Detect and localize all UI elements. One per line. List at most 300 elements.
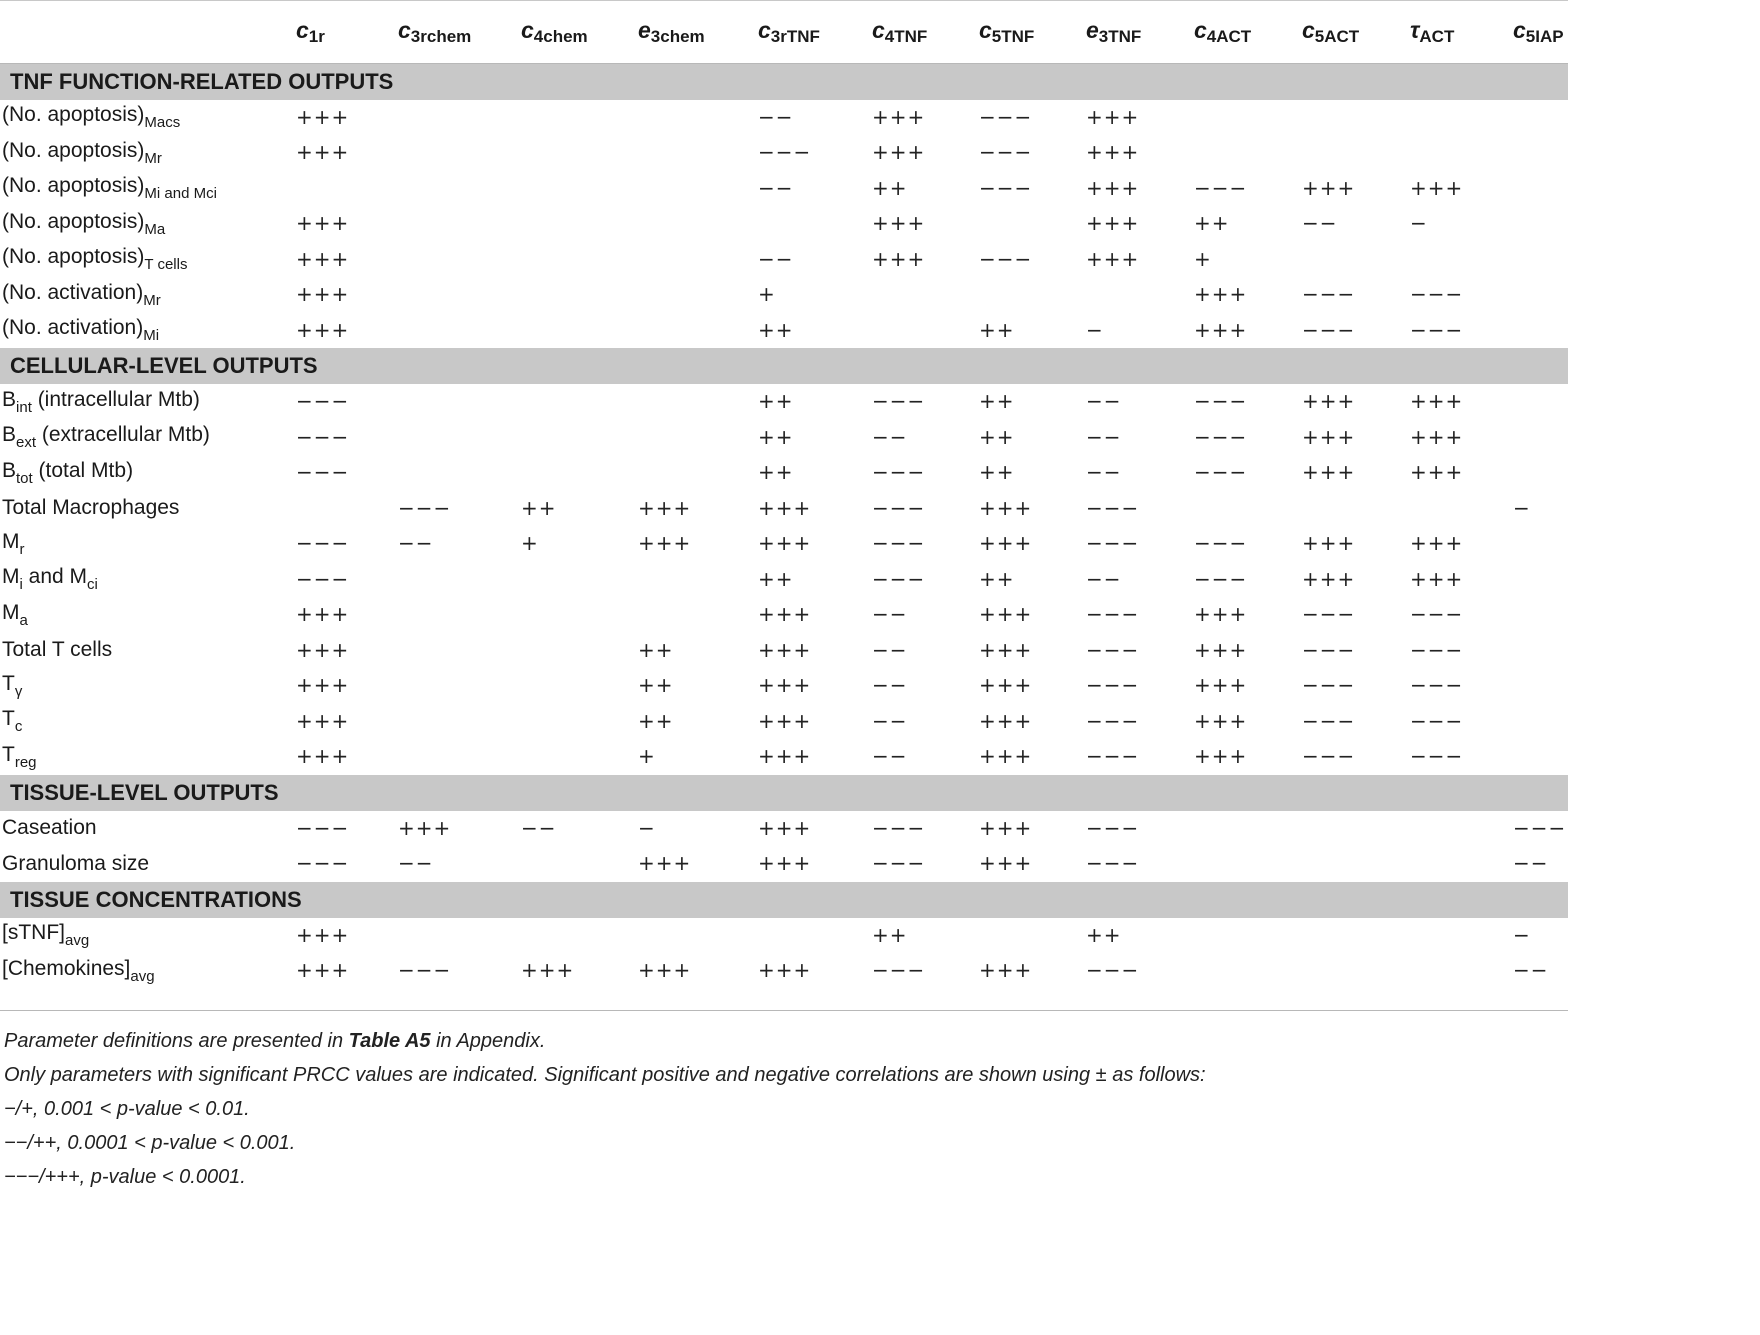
section-header-row: [0, 882, 1568, 918]
column-header: $c_{5IAP}$: [1513, 17, 1564, 46]
table-row: [0, 135, 1568, 171]
cell-value: −−−: [1086, 708, 1140, 733]
cell-value: [638, 206, 758, 242]
cell-value: [521, 633, 638, 669]
cell-value: [1513, 100, 1568, 136]
cell-value: ++: [979, 566, 1015, 591]
cell-value: [638, 597, 758, 633]
cell-value: −−−: [1194, 460, 1248, 485]
cell-value: −: [1513, 495, 1531, 520]
cell-value: [521, 704, 638, 740]
cell-value: [521, 242, 638, 278]
cell-value: +++: [1410, 175, 1464, 200]
cell-value: [1194, 846, 1302, 882]
table-row: [0, 313, 1568, 349]
cell-value: [638, 135, 758, 171]
cell-value: +++: [296, 602, 350, 627]
cell-value: ++: [521, 495, 557, 520]
cell-value: +++: [296, 673, 350, 698]
cell-value: [398, 918, 521, 954]
cell-value: +++: [1302, 424, 1356, 449]
cell-value: ++: [1086, 922, 1122, 947]
cell-value: −−−: [979, 104, 1033, 129]
cell-value: −−−: [1410, 317, 1464, 342]
cell-value: +++: [1194, 744, 1248, 769]
cell-value: +++: [638, 531, 692, 556]
cell-value: +++: [638, 851, 692, 876]
cell-value: −−−: [1086, 495, 1140, 520]
cell-value: −−−: [1410, 602, 1464, 627]
cell-value: +++: [296, 282, 350, 307]
row-label: (No. $activation)_{Mr}$: [2, 280, 161, 309]
footnote-4: −−/++, 0.0001 < p-value < 0.001.: [4, 1132, 296, 1154]
footnote-3: −/+, 0.001 < p-value < 0.01.: [4, 1098, 250, 1120]
cell-value: −−−: [1194, 389, 1248, 414]
cell-value: +++: [1086, 211, 1140, 236]
cell-value: −−−: [1086, 958, 1140, 983]
cell-value: [521, 846, 638, 882]
cell-value: +++: [638, 495, 692, 520]
row-label: Total Macrophages: [2, 496, 180, 520]
cell-value: −−: [872, 673, 908, 698]
cell-value: −−−: [1086, 851, 1140, 876]
cell-value: −−−: [1302, 708, 1356, 733]
cell-value: −−: [758, 246, 794, 271]
table-row: [0, 526, 1568, 562]
table-bottom-rule: [0, 1010, 1568, 1011]
cell-value: [1194, 491, 1302, 527]
cell-value: [1513, 420, 1568, 456]
cell-value: +++: [1194, 708, 1248, 733]
row-label: $B_{ext}$ (extracellular Mtb): [2, 423, 210, 452]
cell-value: +++: [1302, 531, 1356, 556]
cell-value: [638, 420, 758, 456]
cell-value: +++: [296, 958, 350, 983]
cell-value: [638, 313, 758, 349]
cell-value: −−: [872, 424, 908, 449]
cell-value: +++: [979, 744, 1033, 769]
row-label: Caseation: [2, 816, 97, 840]
cell-value: [979, 277, 1086, 313]
table-row: [0, 277, 1568, 313]
cell-value: [1513, 739, 1568, 775]
cell-value: [638, 455, 758, 491]
cell-value: −−−: [1194, 175, 1248, 200]
cell-value: [398, 242, 521, 278]
cell-value: +++: [979, 815, 1033, 840]
row-label: Total T cells: [2, 638, 113, 662]
cell-value: −−−: [296, 424, 350, 449]
cell-value: [398, 455, 521, 491]
cell-value: −−−: [296, 815, 350, 840]
cell-value: [398, 704, 521, 740]
cell-value: [758, 918, 872, 954]
cell-value: ++: [872, 175, 908, 200]
cell-value: +++: [758, 708, 812, 733]
cell-value: [521, 277, 638, 313]
cell-value: +++: [979, 958, 1033, 983]
cell-value: +++: [758, 851, 812, 876]
cell-value: −−−: [1302, 744, 1356, 769]
cell-value: +++: [1194, 317, 1248, 342]
cell-value: +++: [1302, 175, 1356, 200]
cell-value: +: [1194, 246, 1212, 271]
cell-value: −−: [1513, 851, 1549, 876]
cell-value: +++: [1194, 637, 1248, 662]
cell-value: +++: [1194, 282, 1248, 307]
table-row: [0, 242, 1568, 278]
column-header-row: [0, 1, 1568, 64]
cell-value: −−−: [1086, 602, 1140, 627]
cell-value: −−: [398, 531, 434, 556]
cell-value: [521, 562, 638, 598]
cell-value: +: [758, 282, 776, 307]
cell-value: [521, 171, 638, 207]
cell-value: +++: [296, 317, 350, 342]
cell-value: [638, 384, 758, 420]
table-row: [0, 668, 1568, 704]
cell-value: −−−: [1086, 744, 1140, 769]
cell-value: +++: [979, 708, 1033, 733]
cell-value: +++: [398, 815, 452, 840]
cell-value: [638, 562, 758, 598]
cell-value: [521, 597, 638, 633]
table-row: [0, 491, 1568, 527]
cell-value: +++: [1302, 389, 1356, 414]
cell-value: +++: [1086, 104, 1140, 129]
table-row: [0, 918, 1568, 954]
cell-value: ++: [979, 317, 1015, 342]
cell-value: −−: [872, 708, 908, 733]
cell-value: −−: [1513, 958, 1549, 983]
cell-value: −−−: [296, 566, 350, 591]
cell-value: [398, 313, 521, 349]
cell-value: [1513, 242, 1568, 278]
cell-value: [1513, 633, 1568, 669]
table-row: [0, 953, 1568, 989]
table-row: [0, 597, 1568, 633]
table-row: [0, 846, 1568, 882]
cell-value: −−: [1086, 566, 1122, 591]
cell-value: [1302, 811, 1410, 847]
table-row: [0, 455, 1568, 491]
cell-value: −−−: [979, 175, 1033, 200]
cell-value: ++: [638, 708, 674, 733]
cell-value: [296, 171, 398, 207]
cell-value: −−−: [758, 140, 812, 165]
cell-value: −−−: [979, 246, 1033, 271]
cell-value: −−: [872, 637, 908, 662]
cell-value: −−−: [1302, 673, 1356, 698]
footnote-1: Parameter definitions are presented in Table A5 in Appendix.: [4, 1030, 546, 1052]
cell-value: [398, 384, 521, 420]
row-label: Granuloma size: [2, 851, 150, 875]
cell-value: ++: [758, 424, 794, 449]
cell-value: [296, 491, 398, 527]
cell-value: [521, 206, 638, 242]
table-row: [0, 811, 1568, 847]
cell-value: [1513, 562, 1568, 598]
table-row: [0, 100, 1568, 136]
cell-value: [398, 100, 521, 136]
row-label: $[sTNF]_{avg}$: [2, 921, 90, 950]
cell-value: [1194, 811, 1302, 847]
cell-value: −−−: [979, 140, 1033, 165]
cell-value: +++: [1410, 389, 1464, 414]
cell-value: +++: [521, 958, 575, 983]
row-label: (No. $activation)_{Mi}$: [2, 316, 160, 345]
cell-value: −−−: [1410, 637, 1464, 662]
cell-value: ++: [758, 317, 794, 342]
table-row: [0, 206, 1568, 242]
cell-value: +++: [1410, 460, 1464, 485]
column-header: $e_{3TNF}$: [1086, 17, 1142, 46]
cell-value: [1410, 491, 1513, 527]
cell-value: −−−: [1513, 815, 1567, 840]
cell-value: [1513, 206, 1568, 242]
table-row: [0, 384, 1568, 420]
cell-value: ++: [1194, 211, 1230, 236]
row-label: $[Chemokines]_{avg}$: [2, 956, 155, 985]
cell-value: +++: [296, 744, 350, 769]
cell-value: −−−: [1194, 531, 1248, 556]
cell-value: [1302, 953, 1410, 989]
cell-value: [638, 242, 758, 278]
cell-value: −−−: [872, 851, 926, 876]
cell-value: [398, 739, 521, 775]
cell-value: −−−: [296, 460, 350, 485]
row-label: $T_\gamma$: [2, 671, 23, 700]
table-footnotes: [4, 1024, 1206, 1194]
cell-value: +++: [1302, 566, 1356, 591]
cell-value: [398, 633, 521, 669]
cell-value: [1410, 100, 1513, 136]
cell-value: ++: [979, 389, 1015, 414]
column-header: $\tau_{ACT}$: [1410, 17, 1455, 46]
cell-value: −−: [398, 851, 434, 876]
cell-value: [1513, 384, 1568, 420]
cell-value: −−−: [1086, 637, 1140, 662]
cell-value: [398, 562, 521, 598]
cell-value: [1513, 455, 1568, 491]
cell-value: [398, 135, 521, 171]
cell-value: −−−: [296, 531, 350, 556]
cell-value: +++: [1410, 424, 1464, 449]
cell-value: +++: [979, 673, 1033, 698]
cell-value: +: [521, 531, 539, 556]
cell-value: +++: [1194, 673, 1248, 698]
table-row: [0, 704, 1568, 740]
cell-value: +: [638, 744, 656, 769]
cell-value: +++: [296, 104, 350, 129]
cell-value: ++: [979, 460, 1015, 485]
column-header: $c_{4TNF}$: [872, 17, 928, 46]
cell-value: [521, 313, 638, 349]
cell-value: +++: [296, 922, 350, 947]
cell-value: [979, 918, 1086, 954]
cell-value: [1513, 597, 1568, 633]
cell-value: −−−: [872, 531, 926, 556]
cell-value: [1410, 811, 1513, 847]
cell-value: [521, 918, 638, 954]
cell-value: [1194, 100, 1302, 136]
cell-value: −−: [1086, 424, 1122, 449]
cell-value: [1302, 846, 1410, 882]
cell-value: [1410, 918, 1513, 954]
cell-value: [521, 455, 638, 491]
cell-value: +++: [758, 744, 812, 769]
cell-value: −−−: [872, 389, 926, 414]
cell-value: +++: [1410, 566, 1464, 591]
cell-value: ++: [758, 566, 794, 591]
section-title: TISSUE-LEVEL OUTPUTS: [0, 775, 1568, 811]
cell-value: [398, 277, 521, 313]
cell-value: +++: [758, 673, 812, 698]
cell-value: −−−: [872, 495, 926, 520]
cell-value: +++: [296, 211, 350, 236]
column-header: $c_{4chem}$: [521, 17, 588, 46]
table-row: [0, 633, 1568, 669]
cell-value: −−: [758, 104, 794, 129]
cell-value: −−−: [1302, 282, 1356, 307]
cell-value: [872, 313, 979, 349]
cell-value: −−−: [1410, 282, 1464, 307]
cell-value: +++: [296, 246, 350, 271]
cell-value: ++: [979, 424, 1015, 449]
cell-value: [521, 384, 638, 420]
cell-value: [1410, 953, 1513, 989]
cell-value: [1410, 242, 1513, 278]
column-header: $e_{3chem}$: [638, 17, 705, 46]
cell-value: [638, 918, 758, 954]
cell-value: [1513, 277, 1568, 313]
cell-value: −−−: [1302, 637, 1356, 662]
cell-value: [1513, 704, 1568, 740]
row-label: $B_{int}$ (intracellular Mtb): [2, 387, 200, 416]
section-header-row: [0, 64, 1568, 100]
cell-value: +++: [758, 637, 812, 662]
cell-value: +++: [979, 531, 1033, 556]
cell-value: [1513, 171, 1568, 207]
cell-value: [398, 668, 521, 704]
cell-value: +++: [758, 531, 812, 556]
cell-value: +++: [758, 815, 812, 840]
cell-value: [979, 206, 1086, 242]
cell-value: +++: [872, 140, 926, 165]
cell-value: −−−: [296, 389, 350, 414]
cell-value: +++: [1302, 460, 1356, 485]
cell-value: −−−: [398, 495, 452, 520]
cell-value: [1302, 242, 1410, 278]
cell-value: −−: [1086, 460, 1122, 485]
cell-value: +++: [979, 851, 1033, 876]
cell-value: +++: [758, 958, 812, 983]
row-label: (No. $apoptosis)_{Mi and Mci}$: [2, 174, 217, 203]
section-header-row: [0, 775, 1568, 811]
column-header: $c_{5TNF}$: [979, 17, 1035, 46]
row-label: $T_{reg}$: [2, 742, 37, 771]
cell-value: [1194, 953, 1302, 989]
cell-value: [758, 206, 872, 242]
cell-value: +++: [1410, 531, 1464, 556]
cell-value: −−−: [398, 958, 452, 983]
row-label: (No. $apoptosis)_{Ma}$: [2, 209, 166, 238]
cell-value: [521, 739, 638, 775]
cell-value: −−−: [872, 460, 926, 485]
section-title: TNF FUNCTION-RELATED OUTPUTS: [0, 64, 1568, 100]
cell-value: ++: [638, 673, 674, 698]
cell-value: −−−: [1302, 317, 1356, 342]
cell-value: −−−: [1194, 566, 1248, 591]
cell-value: −−: [872, 602, 908, 627]
row-label: $M_a$: [2, 600, 28, 629]
cell-value: [1513, 668, 1568, 704]
cell-value: +++: [872, 246, 926, 271]
cell-value: −−−: [872, 958, 926, 983]
cell-value: +++: [296, 637, 350, 662]
row-label-header: [0, 1, 296, 64]
cell-value: [521, 668, 638, 704]
cell-value: [1194, 918, 1302, 954]
cell-value: [638, 277, 758, 313]
cell-value: [1086, 277, 1194, 313]
cell-value: −−: [1086, 389, 1122, 414]
cell-value: +++: [979, 637, 1033, 662]
cell-value: +++: [1086, 175, 1140, 200]
cell-value: ++: [638, 637, 674, 662]
cell-value: [1302, 100, 1410, 136]
cell-value: +++: [1086, 246, 1140, 271]
cell-value: −−: [1302, 211, 1338, 236]
cell-value: +++: [758, 602, 812, 627]
column-header: $c_{5ACT}$: [1302, 17, 1360, 46]
footnote-5: −−−/+++, p-value < 0.0001.: [4, 1166, 246, 1188]
cell-value: +++: [296, 708, 350, 733]
row-label: (No. $apoptosis)_{Mr}$: [2, 138, 162, 167]
cell-value: +++: [1194, 602, 1248, 627]
cell-value: −−−: [1086, 673, 1140, 698]
cell-value: +++: [638, 958, 692, 983]
footnote-2: Only parameters with significant PRCC values are indicated. Significant positive and negative correlations are shown using ± as follows:: [4, 1064, 1206, 1086]
cell-value: [1513, 135, 1568, 171]
table-row: [0, 420, 1568, 456]
cell-value: +++: [979, 495, 1033, 520]
cell-value: −: [638, 815, 656, 840]
cell-value: −−−: [872, 566, 926, 591]
cell-value: [1302, 135, 1410, 171]
cell-value: ++: [872, 922, 908, 947]
section-title: TISSUE CONCENTRATIONS: [0, 882, 1568, 918]
cell-value: −−: [758, 175, 794, 200]
section-title: CELLULAR-LEVEL OUTPUTS: [0, 348, 1568, 384]
cell-value: −−: [521, 815, 557, 840]
cell-value: −−−: [1410, 708, 1464, 733]
row-label: $B_{tot}$ (total Mtb): [2, 458, 134, 487]
section-header-row: [0, 348, 1568, 384]
cell-value: +++: [1086, 140, 1140, 165]
cell-value: −: [1086, 317, 1104, 342]
column-header: $c_{4ACT}$: [1194, 17, 1252, 46]
cell-value: ++: [758, 389, 794, 414]
row-label: (No. $apoptosis)_{T cells}$: [2, 245, 188, 274]
cell-value: [638, 100, 758, 136]
cell-value: [1194, 135, 1302, 171]
cell-value: [1302, 918, 1410, 954]
cell-value: −: [1513, 922, 1531, 947]
cell-value: −: [1410, 211, 1428, 236]
cell-value: [398, 597, 521, 633]
cell-value: [398, 206, 521, 242]
